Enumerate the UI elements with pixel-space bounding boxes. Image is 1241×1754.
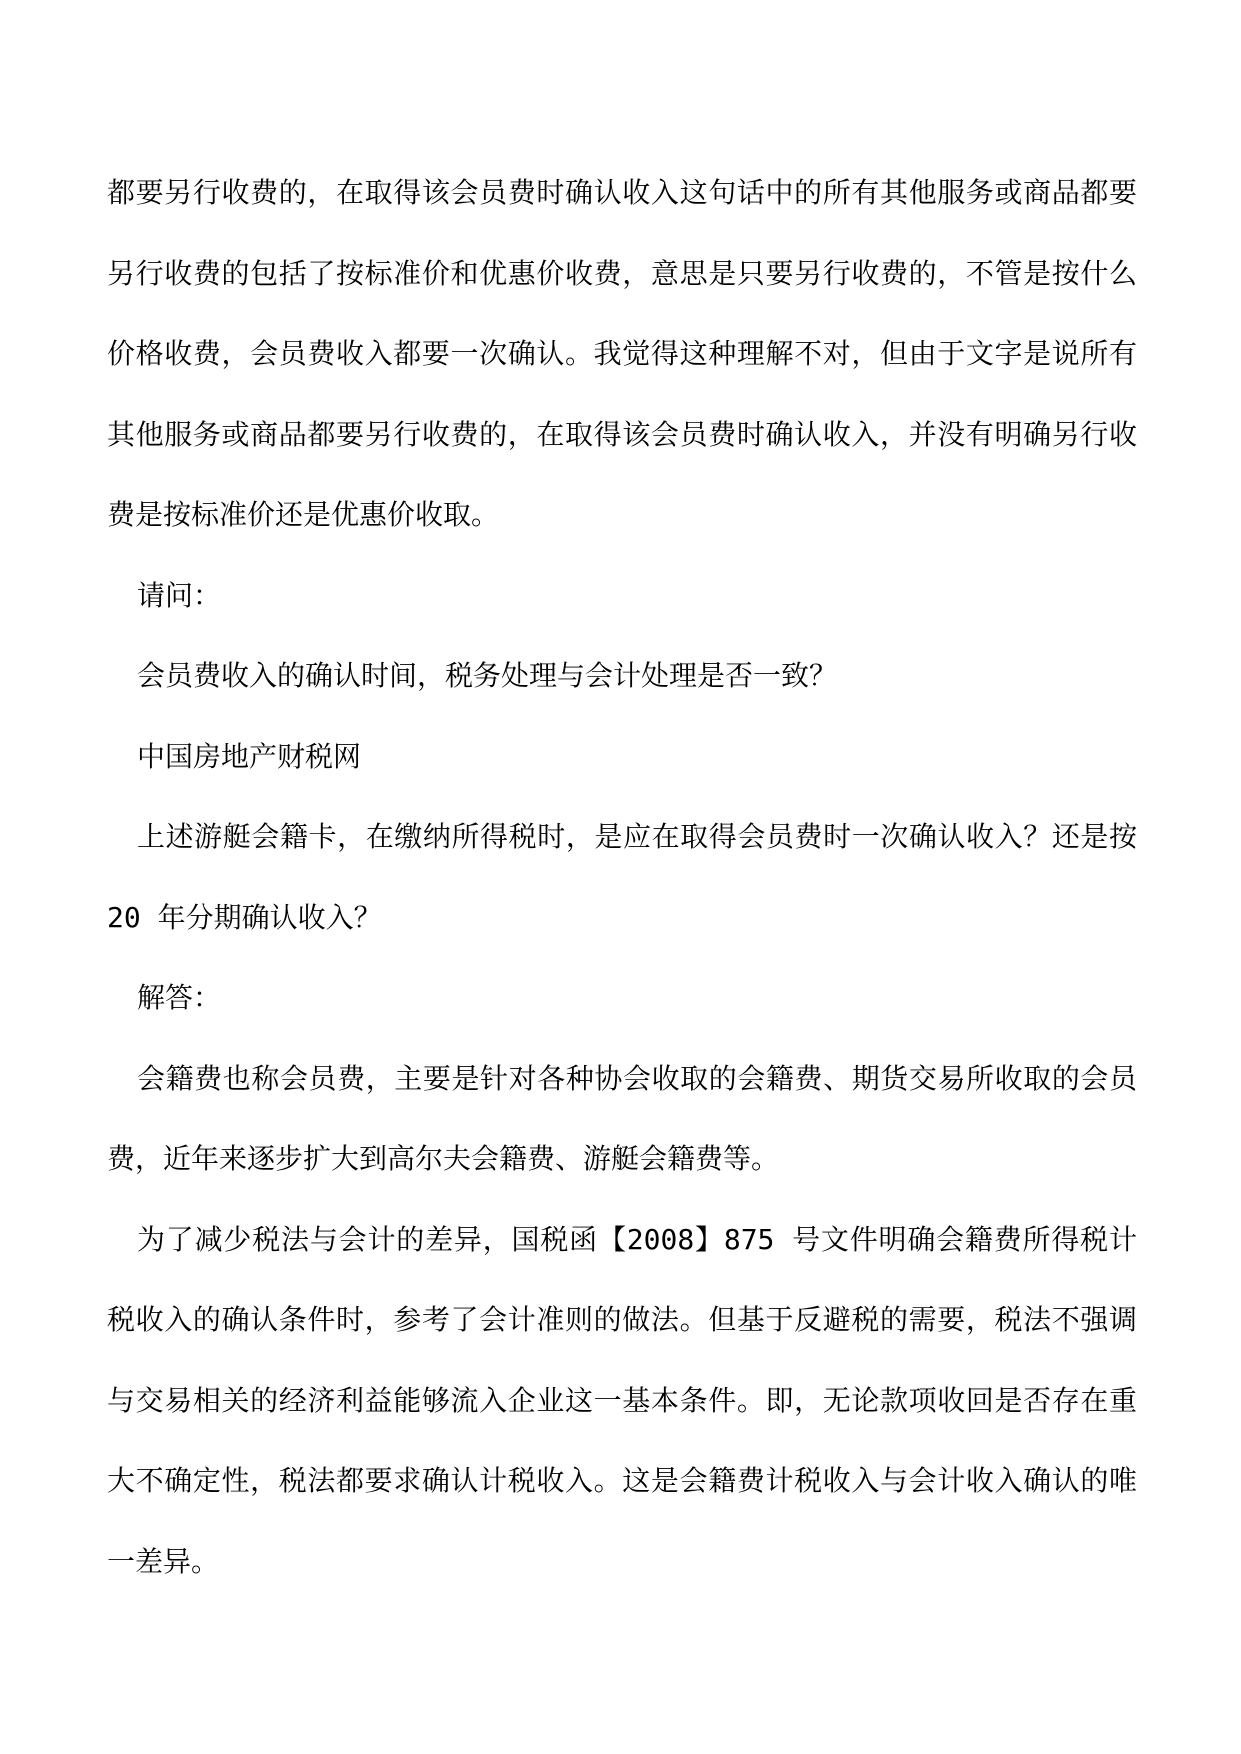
paragraph-question: 会员费收入的确认时间，税务处理与会计处理是否一致？ <box>137 659 838 692</box>
paragraph-yacht-card: 上述游艇会籍卡，在缴纳所得税时，是应在取得会员费时一次确认收入？还是按 20 年分期确认收入？ <box>107 820 1137 934</box>
document-body <box>107 153 1137 1602</box>
paragraph-source: 中国房地产财税网 <box>137 739 362 773</box>
paragraph-answer-label: 解答： <box>137 981 222 1014</box>
paragraph-tax-difference: 为了减少税法与会计的差异，国税函【2008】875 号文件明确会籍费所得税计税收入的确认条件时，参考了会计准则的做法。但基于反避税的需要，税法不强调与交易相关的经济利益能够流入企业这一基本条件。即，无论款项收回是否存在重大不确定性，税法都要求确认计税收入。这是会籍费计税收入与会计收入确认的唯一差异。 <box>107 1222 1137 1578</box>
paragraph-question-label: 请问： <box>137 578 222 612</box>
paragraph-continuation: 都要另行收费的，在取得该会员费时确认收入这句话中的所有其他服务或商品都要另行收费的包括了按标准价和优惠价收费，意思是只要另行收费的，不管是按什么价格收费，会员费收入都要一次确认。我觉得这种理解不对，但由于文字是说所有其他服务或商品都要另行收费的，在取得该会员费时确认收入，并没有明确另行收费是按标准价还是优惠价收取。 <box>107 176 1137 531</box>
paragraph-membership-fee: 会籍费也称会员费，主要是针对各种协会收取的会籍费、期货交易所收取的会员费，近年来逐步扩大到高尔夫会籍费、游艇会籍费等。 <box>107 1061 1137 1175</box>
